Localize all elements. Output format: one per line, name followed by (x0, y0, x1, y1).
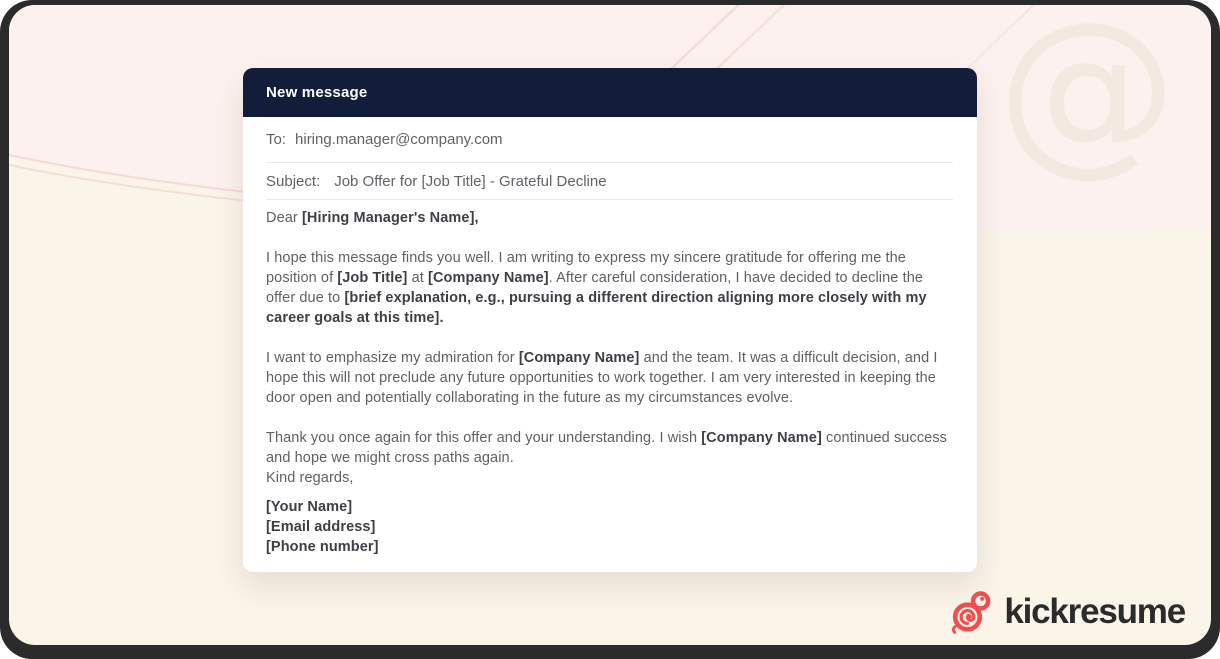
to-field[interactable] (266, 117, 953, 163)
body-paragraph (266, 497, 953, 557)
text-segment: and the team. It was a difficult decision, and I hope this will not preclude any future opportunities to work together. I am very interested in keeping the door open and potentially collaborating in the future as my circumstances evolve. (266, 350, 938, 406)
logo-wordmark: kickresume (1004, 591, 1185, 631)
chameleon-logo-icon (948, 589, 995, 634)
placeholder-text: [Email address] (266, 519, 376, 535)
placeholder-text: [Company Name] (701, 430, 822, 446)
text-segment: . After careful consideration, I have decided to decline the offer due to (266, 270, 924, 306)
text-segment: I hope this message finds you well. I am writing to express my sincere gratitude for offering me the position of (266, 250, 906, 286)
placeholder-text: [Job Title] (337, 270, 408, 286)
body-paragraph (266, 428, 953, 488)
text-segment: at (407, 270, 429, 286)
placeholder-text: [Company Name] (428, 270, 549, 286)
text-segment: Kind regards, (266, 470, 354, 486)
placeholder-text: [Phone number] (266, 539, 379, 555)
window-title: New message (266, 84, 368, 101)
text-segment: Dear (266, 210, 302, 226)
placeholder-text: [Hiring Manager's Name], (301, 210, 479, 226)
subject-label: Subject: (266, 172, 321, 190)
body-paragraph (266, 208, 953, 228)
subject-value: Job Offer for [Job Title] - Grateful Decline (334, 172, 607, 190)
placeholder-text: [Company Name] (518, 350, 640, 366)
placeholder-text: [Your Name] (266, 499, 353, 515)
text-segment: continued success and hope we might cross paths again. (266, 430, 948, 466)
placeholder-text: [brief explanation, e.g., pursuing a different direction aligning more closely with my career goals at this time]. (266, 290, 927, 326)
kickresume-logo (948, 589, 1185, 634)
email-body[interactable] (243, 200, 977, 557)
to-label: To: (266, 131, 287, 148)
to-value: hiring.manager@company.com (295, 131, 503, 148)
text-segment: Thank you once again for this offer and your understanding. I wish (266, 430, 702, 446)
body-paragraph (266, 248, 953, 328)
body-paragraph (266, 348, 953, 408)
page-background (9, 5, 1211, 645)
subject-field[interactable] (266, 163, 953, 200)
email-compose-window (243, 68, 977, 572)
window-titlebar (243, 68, 977, 117)
text-segment: I want to emphasize my admiration for (266, 350, 519, 366)
at-sign-watermark: @ (997, 5, 1177, 193)
